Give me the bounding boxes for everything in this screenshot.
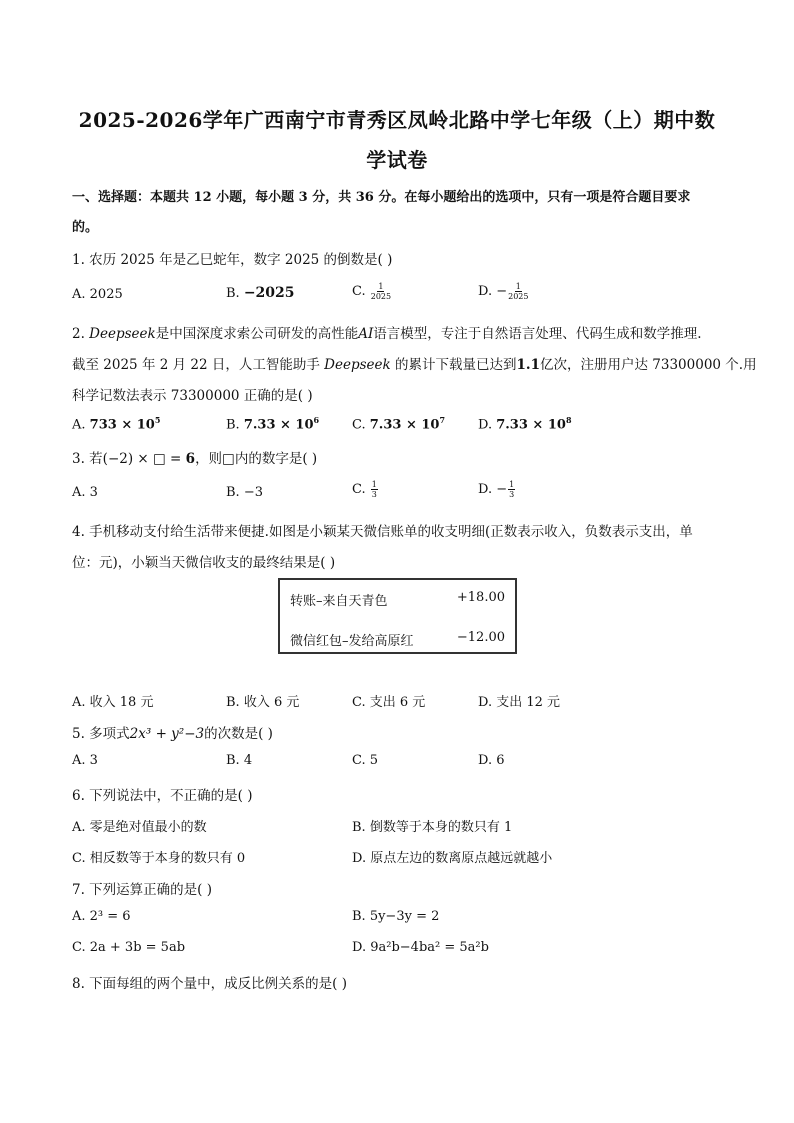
q5-option-a: A. 3 [72, 753, 98, 768]
q3-option-c [352, 480, 379, 499]
question-1-stem: 1. 农历 2025 年是乙巳蛇年，数字 2025 的倒数是( ) [72, 252, 393, 268]
q3-option-c-label: C. [352, 482, 370, 497]
q1-option-d-fraction [508, 282, 528, 301]
q2-option-c-exponent: 7 [439, 415, 446, 425]
bill-row-label: 微信红包–发给高原红 [290, 634, 414, 649]
q2-option-d [478, 415, 572, 432]
q1-option-b [226, 285, 295, 301]
q2-number: 2. [72, 326, 90, 342]
bill-row-income [290, 590, 505, 609]
question-3-stem [72, 447, 317, 467]
q1-option-d [478, 282, 529, 301]
q3-stem-a: 3. 若(−2) × □ = [72, 451, 186, 467]
q3-option-b: B. −3 [226, 485, 263, 500]
q2-line1-end: 语言模型，专注于自然语言处理、代码生成和数学推理. [373, 326, 702, 342]
q2-option-b-exponent: 6 [313, 415, 320, 425]
q1-option-c-fraction [371, 282, 391, 301]
question-2-stem-line-3: 科学记数法表示 73300000 正确的是( ) [72, 388, 313, 404]
question-6-stem: 6. 下列说法中，不正确的是( ) [72, 788, 253, 804]
bill-row-value: −12.00 [456, 630, 505, 645]
page-title-line-2: 学试卷 [366, 148, 428, 172]
q2-option-b-value: 7.33 × 10 [243, 417, 314, 433]
q6-option-d: D. 原点左边的数离原点越远就越小 [352, 851, 553, 866]
question-4-stem-line-1: 4. 手机移动支付给生活带来便捷.如图是小颖某天微信账单的收支明细(正数表示收入，负数表示支出，单 [72, 524, 693, 540]
q1-option-a: A. 2025 [72, 287, 123, 302]
q4-option-c: C. 支出 6 元 [352, 695, 426, 710]
question-8-stem: 8. 下面每组的两个量中，成反比例关系的是( ) [72, 976, 347, 992]
q3-option-d-label: D. − [478, 482, 508, 497]
bill-row-expense [290, 630, 505, 649]
q3-option-c-numerator: 1 [371, 480, 377, 489]
q3-option-d-numerator: 1 [509, 480, 515, 489]
page-title-line-1: 2025-2026学年广西南宁市青秀区凤岭北路中学七年级（上）期中数 [78, 108, 716, 132]
q2-option-a [72, 415, 160, 432]
q1-option-d-numerator: 1 [515, 282, 521, 291]
q6-option-a: A. 零是绝对值最小的数 [72, 820, 207, 835]
q2-option-b [226, 415, 319, 432]
bill-row-label: 转账–来自天青色 [290, 594, 388, 609]
q6-option-b: B. 倒数等于本身的数只有 1 [352, 820, 513, 835]
section-heading-line-1: 一、选择题：本题共 12 小题，每小题 3 分，共 36 分。在每小题给出的选项中，只有一项是符合题目要求 [72, 190, 691, 205]
q7-option-d: D. 9a²b−4ba² = 5a²b [352, 940, 489, 955]
q2-brand-2: Deepseek [324, 357, 391, 373]
q2-option-a-value: 733 × 10 [89, 417, 155, 433]
q2-line2-a: 截至 2025 年 2 月 22 日，人工智能助手 [72, 357, 325, 373]
q3-stem-six: 6 [185, 451, 196, 467]
q3-option-d [478, 480, 516, 499]
q1-option-b-label: B. [226, 286, 244, 301]
q2-line2-bold: 1.1 [516, 357, 540, 373]
q1-option-c-label: C. [352, 284, 370, 299]
q5-option-c: C. 5 [352, 753, 379, 768]
q5-stem-b: 的次数是( ) [204, 726, 273, 742]
q3-option-d-fraction [508, 480, 515, 499]
q4-option-a: A. 收入 18 元 [72, 695, 154, 710]
q5-stem-a: 5. 多项式 [72, 726, 130, 742]
q1-option-d-denominator: 2025 [508, 292, 529, 301]
q2-ai: AI [358, 326, 374, 342]
q4-option-d: D. 支出 12 元 [478, 695, 561, 710]
q2-line2-c: 亿次，注册用户达 73300000 个.用 [540, 357, 757, 373]
q1-option-c [352, 282, 392, 301]
q1-option-b-value: −2025 [243, 285, 295, 301]
q7-option-a: A. 2³ = 6 [72, 909, 131, 924]
q2-line2-b: 的累计下载量已达到 [390, 357, 517, 373]
q5-expression: 2x³ + y²−3 [129, 726, 205, 742]
q2-brand: Deepseek [89, 326, 156, 342]
bill-row-value: +18.00 [456, 590, 505, 605]
q3-option-a: A. 3 [72, 485, 98, 500]
q2-option-c-label: C. [352, 417, 370, 433]
q3-stem-b: ，则□内的数字是( ) [195, 451, 318, 467]
q3-option-c-denominator: 3 [371, 490, 377, 499]
q2-option-c-value: 7.33 × 10 [369, 417, 440, 433]
q2-option-d-value: 7.33 × 10 [496, 417, 566, 433]
q2-option-b-label: B. [226, 417, 244, 433]
q2-option-d-label: D. [478, 417, 497, 433]
q2-option-c [352, 415, 445, 432]
wechat-bill-table [278, 578, 517, 654]
q3-option-d-denominator: 3 [509, 490, 515, 499]
q7-option-b: B. 5y−3y = 2 [352, 909, 440, 924]
question-7-stem: 7. 下列运算正确的是( ) [72, 882, 212, 898]
q2-line1-mid: 是中国深度求索公司研发的高性能 [155, 326, 359, 342]
question-5-stem [72, 722, 273, 742]
question-2-stem-line-2 [72, 353, 757, 373]
q5-option-b: B. 4 [226, 753, 253, 768]
q2-option-a-exponent: 5 [154, 415, 161, 425]
q7-option-c: C. 2a + 3b = 5ab [72, 940, 186, 955]
q5-option-d: D. 6 [478, 753, 505, 768]
q2-option-a-label: A. [72, 417, 90, 433]
q6-option-c: C. 相反数等于本身的数只有 0 [72, 851, 246, 866]
q1-option-c-denominator: 2025 [370, 292, 392, 301]
section-heading-line-2: 的。 [72, 220, 99, 235]
q4-option-b: B. 收入 6 元 [226, 695, 300, 710]
question-4-stem-line-2: 位：元)，小颖当天微信收支的最终结果是( ) [72, 555, 336, 571]
question-2-stem-line-1 [72, 322, 702, 342]
q1-option-d-label: D. − [478, 284, 508, 299]
q3-option-c-fraction [371, 480, 378, 499]
q1-option-c-numerator: 1 [378, 282, 384, 291]
q2-option-d-exponent: 8 [565, 415, 572, 425]
